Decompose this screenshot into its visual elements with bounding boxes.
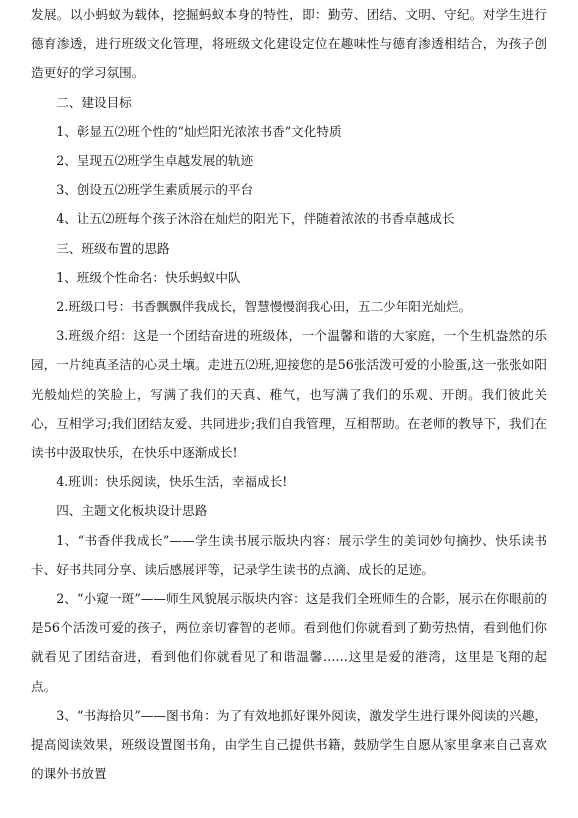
- layout-item-introduction: 3.班级介绍：这是一个团结奋进的班级体，一个温馨和谐的大家庭，一个生机盎然的乐园，一片纯真圣洁的心灵土壤。走进五⑵班,迎接您的是56张活泼可爱的小脸蛋,这一张张如阳光般灿烂的笑脸上，写满了我们的天真、稚气，也写满了我们的乐观、开朗。我们彼此关心，互相学习;我们团结友爱、共同进步;我们自我管理，互相帮助。在老师的教导下，我们在读书中汲取快乐，在快乐中逐渐成长!: [31, 328, 547, 461]
- theme-item-reading: 1、“书香伴我成长”——学生读书展示版块内容：展示学生的美词妙句摘抄、快乐读书卡、好书共同分享、读后感展评等，记录学生读书的点滴、成长的足迹。: [31, 532, 547, 577]
- theme-item-portrait: 2、“小窥一斑”——师生风貌展示版块内容：这是我们全班师生的合影，展示在你眼前的是56个活泼可爱的孩子，两位亲切睿智的老师。看到他们你就看到了勤劳热情，看到他们你就看见了团结奋进，看到他们你就看见了和谐温馨……这里是爱的港湾，这里是飞翔的起点。: [31, 591, 547, 694]
- layout-item-slogan: 2.班级口号：书香飘飘伴我成长，智慧慢慢润我心田，五二少年阳光灿烂。: [56, 299, 472, 315]
- layout-item-name: 1、班级个性命名：快乐蚂蚁中队: [56, 269, 241, 285]
- section-heading-goals: 二、建设目标: [56, 94, 132, 110]
- layout-item-motto: 4.班训：快乐阅读，快乐生活，幸福成长!: [56, 474, 288, 490]
- theme-item-book-corner: 3、“书海拾贝”——图书角：为了有效地抓好课外阅读，激发学生进行课外阅读的兴趣，提高阅读效果，班级设置图书角，由学生自己提供书籍，鼓励学生自愿从家里拿来自己喜欢的课外书放置: [31, 707, 547, 782]
- goal-item-3: 3、创设五⑵班学生素质展示的平台: [56, 182, 254, 198]
- goal-item-4: 4、让五⑵班每个孩子沐浴在灿烂的阳光下，伴随着浓浓的书香卓越成长: [56, 211, 455, 227]
- section-heading-themes: 四、主题文化板块设计思路: [56, 503, 208, 519]
- paragraph-intro-continuation: 发展。以小蚂蚁为载体，挖掘蚂蚁本身的特性，即：勤劳、团结、文明、守纪。对学生进行德育渗透，进行班级文化管理，将班级文化建设定位在趣味性与德育渗透相结合，为孩子创造更好的学习氛围。: [31, 7, 547, 81]
- goal-item-2: 2、呈现五⑵班学生卓越发展的轨迹: [56, 153, 254, 169]
- section-heading-layout: 三、班级布置的思路: [56, 240, 170, 256]
- goal-item-1: 1、彰显五⑵班个性的“灿烂阳光浓浓书香”文化特质: [56, 123, 342, 139]
